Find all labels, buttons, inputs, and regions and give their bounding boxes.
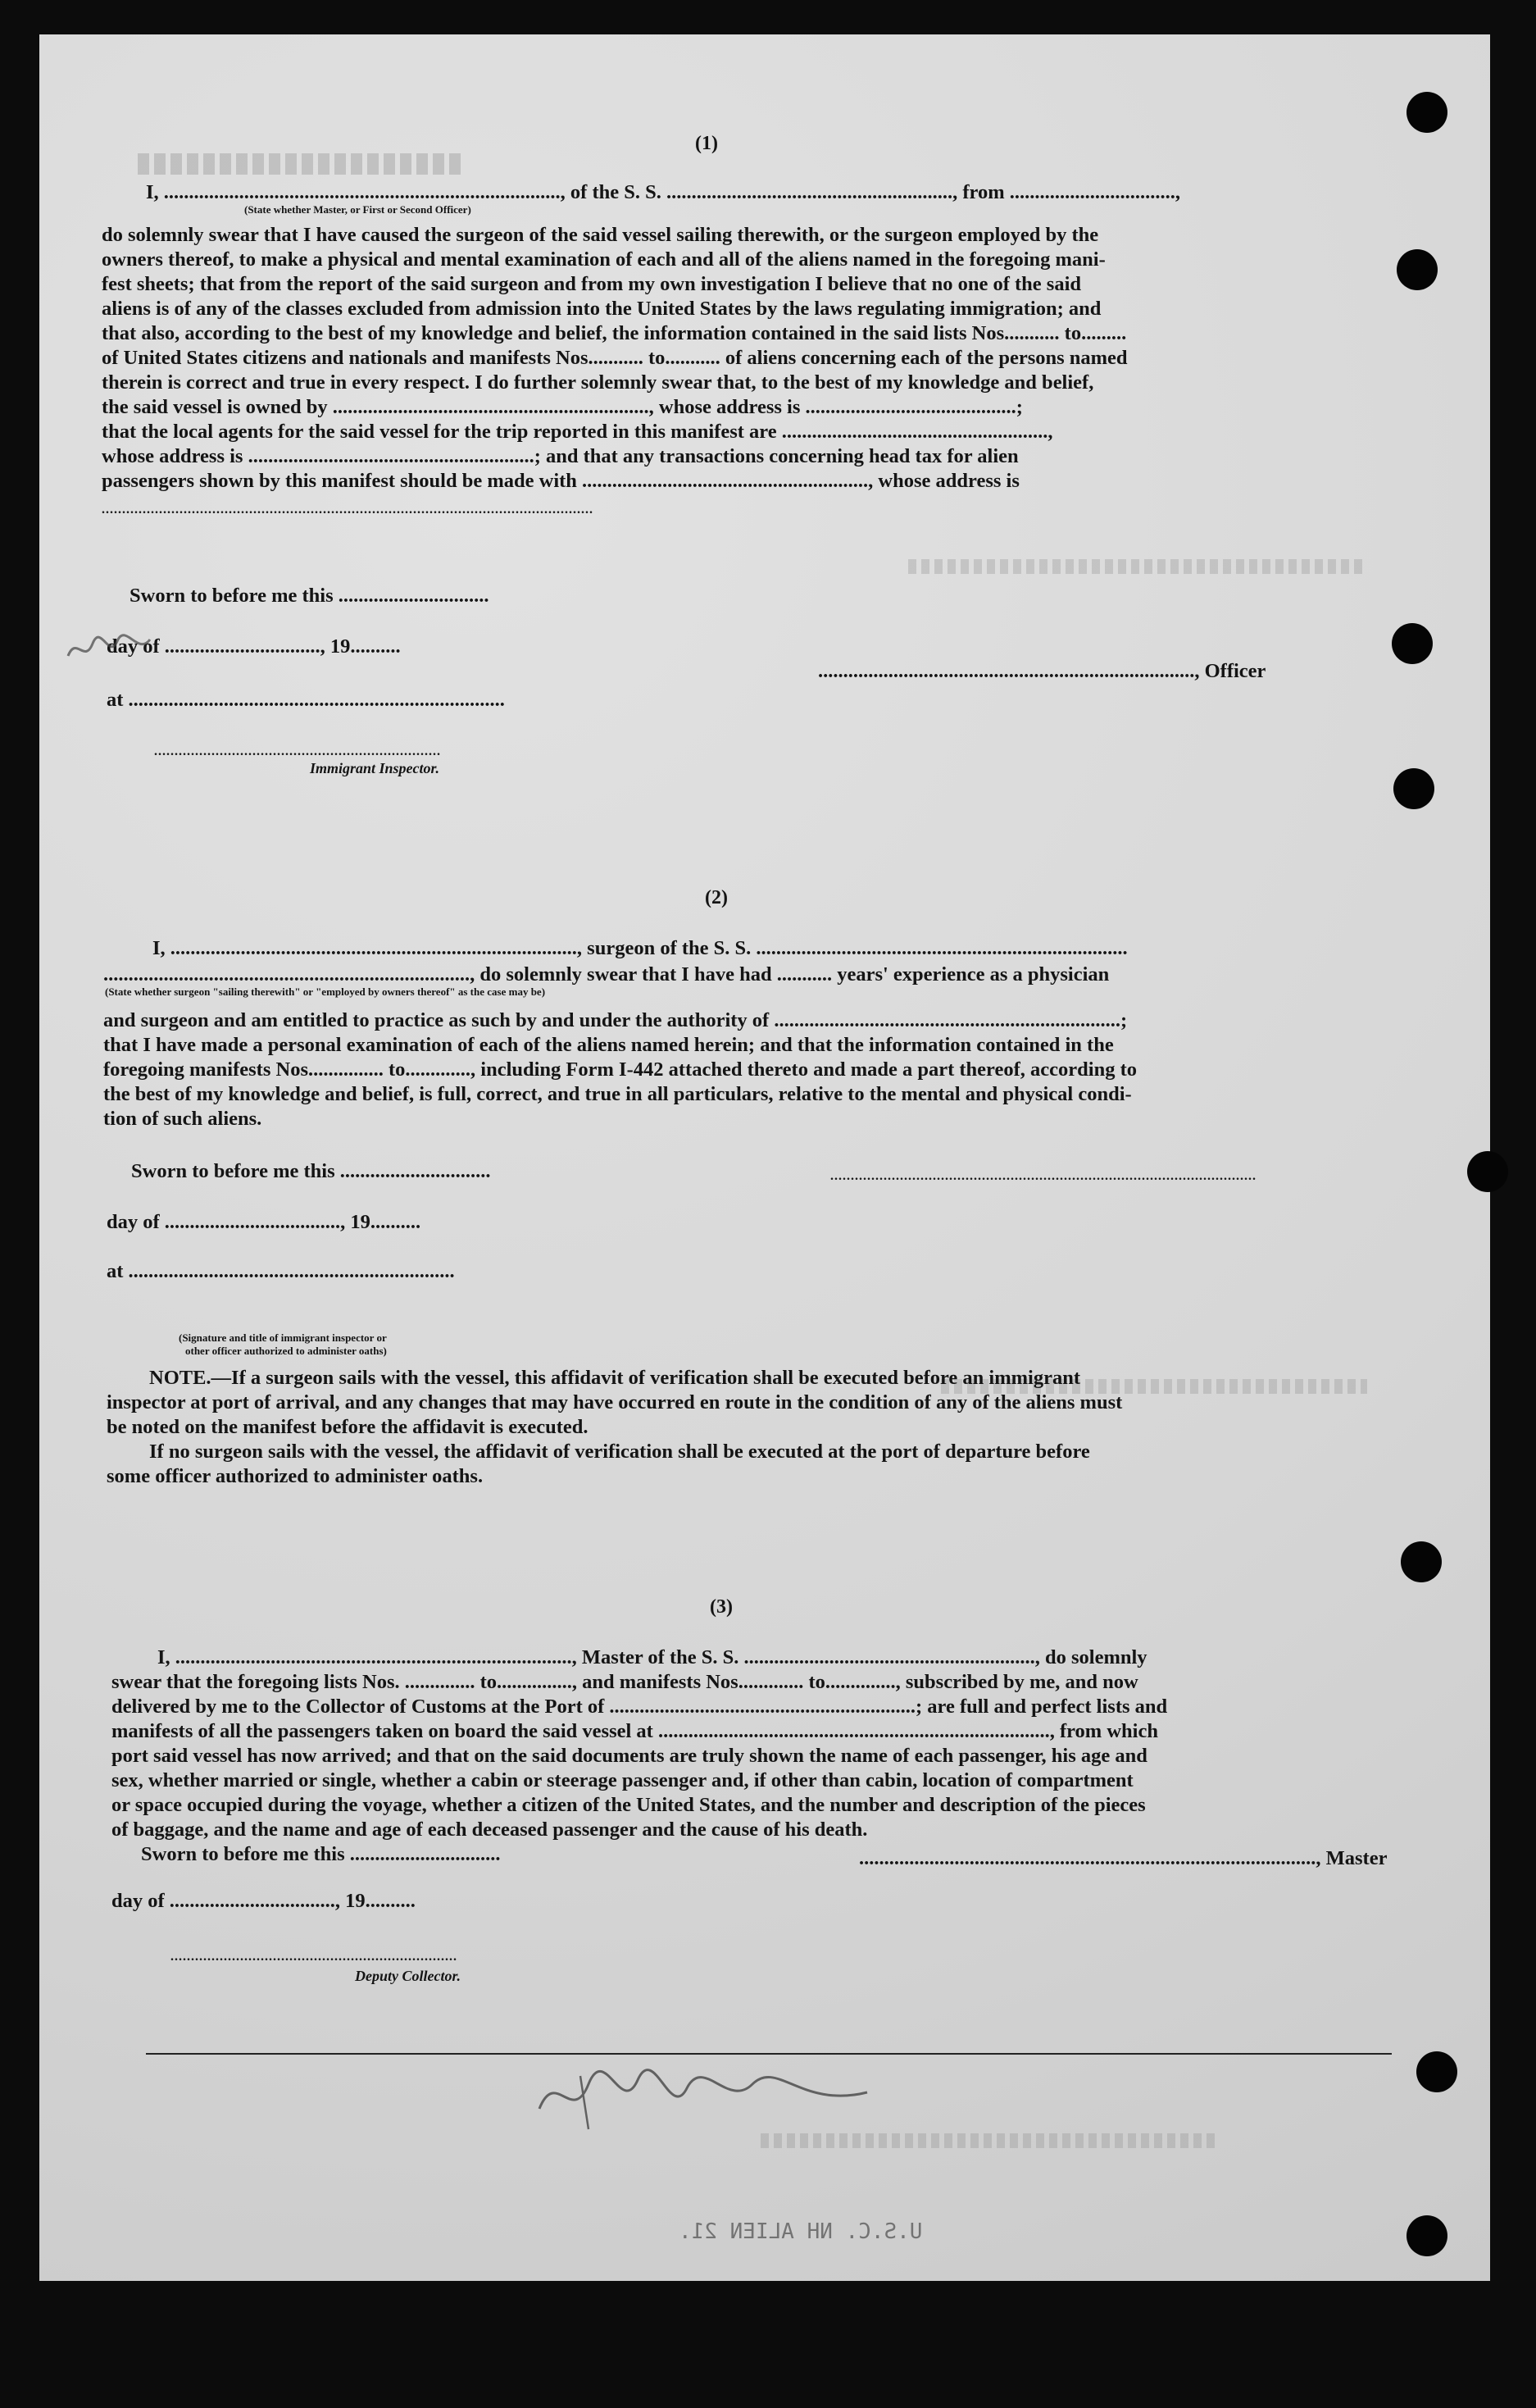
section-3-collector-label: Deputy Collector.: [355, 1968, 461, 1984]
oath-line: tion of such aliens.: [103, 1108, 262, 1130]
section-2-note: [107, 1366, 1377, 1489]
section-1-officer-line: ..........................................................................., Officer: [818, 660, 1266, 682]
oath-line: I, ..............................................................................., Master of the S. S. .........................................................., do solemnly: [157, 1646, 1147, 1668]
bleed-through-mark: [138, 153, 466, 175]
oath-line: and surgeon and am entitled to practice as such by and under the authority of .....................................................................;: [103, 1009, 1128, 1031]
section-1-inspector-signature-line: ......................................................................: [154, 744, 441, 758]
oath-line: of baggage, and the name and age of each deceased passenger and the cause of his death.: [111, 1819, 868, 1841]
note-line: NOTE.—If a surgeon sails with the vessel, this affidavit of verification shall be executed before an immigrant: [149, 1367, 1081, 1389]
section-1-sworn-line: Sworn to before me this ..............................: [130, 585, 489, 607]
handwritten-signature: [531, 2060, 875, 2137]
handwritten-mark: [64, 631, 154, 676]
signature-scribble-icon: [531, 2060, 875, 2133]
oath-line: sex, whether married or single, whether a cabin or steerage passenger and, if other than cabin, location of compartment: [111, 1769, 1134, 1791]
oath-line: the said vessel is owned by ..............................................................., whose address is ..........................................;: [102, 396, 1023, 418]
note-line: inspector at port of arrival, and any changes that may have occurred en route in the condition of any of the aliens must: [107, 1391, 1123, 1413]
oath-line: fest sheets; that from the report of the said surgeon and from my own investigation I believe that no one of the said: [102, 273, 1081, 295]
punch-hole: [1416, 2051, 1457, 2092]
section-2-experience-line: ........................................................................., do solemnly swear that I have had ........... years' experience as a physician: [103, 963, 1110, 986]
oath-line: of United States citizens and nationals and manifests Nos........... to........... of aliens concerning each of the persons named: [102, 347, 1128, 369]
oath-line: manifests of all the passengers taken on board the said vessel at .............................................................................., from which: [111, 1720, 1158, 1742]
section-2-day-of-line: day of ..................................., 19..........: [107, 1211, 421, 1233]
section-1-declarant-note: (State whether Master, or First or Second Officer): [244, 203, 471, 216]
section-2-signature-line: ........................................................................................................: [830, 1169, 1257, 1183]
handwritten-scribble-icon: [64, 631, 154, 669]
oath-line: or space occupied during the voyage, whether a citizen of the United States, and the number and description of the pieces: [111, 1794, 1146, 1816]
section-1-oath-text: [102, 223, 1372, 494]
oath-line: that I have made a personal examination of each of the aliens named herein; and that the information contained in the: [103, 1034, 1114, 1056]
oath-line: whose address is .........................................................; and that any transactions concerning head tax for alien: [102, 445, 1019, 467]
manifest-page: [39, 34, 1490, 2281]
section-3-sworn-line: Sworn to before me this ..............................: [141, 1843, 501, 1865]
punch-hole: [1467, 1151, 1508, 1192]
section-3-master-line: ..........................................................................................., Master: [859, 1847, 1388, 1869]
oath-line: passengers shown by this manifest should be made with ........................................................., whose address is: [102, 470, 1020, 492]
punch-hole: [1392, 623, 1433, 664]
oath-line: delivered by me to the Collector of Customs at the Port of .............................................................; are full and perfect lists and: [111, 1696, 1168, 1718]
punch-hole: [1401, 1541, 1442, 1582]
section-1-at-line: at ...........................................................................: [107, 689, 505, 711]
oath-line: port said vessel has now arrived; and that on the said documents are truly shown the name of each passenger, his age and: [111, 1745, 1147, 1767]
section-3-collector-signature-line: ......................................................................: [170, 1950, 457, 1964]
oath-line: the best of my knowledge and belief, is full, correct, and true in all particulars, relative to the mental and physical condi-: [103, 1083, 1132, 1105]
punch-hole: [1406, 2215, 1447, 2256]
oath-line: do solemnly swear that I have caused the surgeon of the said vessel sailing therewith, or the surgeon employed by the: [102, 224, 1099, 246]
section-2-signature-note-1: (Signature and title of immigrant inspector or: [179, 1331, 387, 1344]
footer-stamp: U.S.C. NH ALIEN 21.: [679, 2219, 923, 2244]
section-1-declarant-line: I, ..............................................................................., of the S. S. ........................................................., from .................................,: [146, 181, 1180, 203]
section-3-oath-text: [111, 1646, 1382, 1842]
oath-line: therein is correct and true in every respect. I do further solemnly swear that, to the best of my knowledge and belief,: [102, 371, 1094, 394]
punch-hole: [1397, 249, 1438, 290]
note-line: If no surgeon sails with the vessel, the affidavit of verification shall be executed at the port of departure before: [149, 1441, 1090, 1463]
section-2-surgeon-line: I, ................................................................................., surgeon of the S. S. ..........................................................................: [152, 937, 1128, 959]
bottom-rule: [146, 2053, 1392, 2055]
punch-hole: [1393, 768, 1434, 809]
oath-line: foregoing manifests Nos............... to............., including Form I-442 attached thereto and made a part thereof, according to: [103, 1058, 1137, 1081]
note-line: some officer authorized to administer oaths.: [107, 1465, 484, 1487]
section-2-oath-text: [103, 1008, 1374, 1131]
punch-hole: [1406, 92, 1447, 133]
section-3-day-of-line: day of ................................., 19..........: [111, 1890, 416, 1912]
oath-line: aliens is of any of the classes excluded from admission into the United States by the laws regulating immigration; and: [102, 298, 1102, 320]
section-1-continuation-dots: ........................................................................................................................: [102, 503, 593, 517]
note-line: be noted on the manifest before the affidavit is executed.: [107, 1416, 588, 1438]
section-1-heading: (1): [695, 133, 718, 154]
section-2-at-line: at .................................................................: [107, 1260, 455, 1282]
section-1-inspector-label: Immigrant Inspector.: [310, 760, 440, 776]
oath-line: that the local agents for the said vessel for the trip reported in this manifest are .....................................................,: [102, 421, 1053, 443]
section-2-sworn-line: Sworn to before me this ..............................: [131, 1160, 491, 1182]
bleed-through-mark: [908, 559, 1367, 574]
section-2-heading: (2): [705, 887, 728, 908]
oath-line: owners thereof, to make a physical and mental examination of each and all of the aliens named in the foregoing mani-: [102, 248, 1106, 271]
section-3-heading: (3): [710, 1596, 733, 1618]
section-2-surgeon-note: (State whether surgeon "sailing therewith" or "employed by owners thereof" as the case may be): [105, 986, 546, 998]
oath-line: that also, according to the best of my knowledge and belief, the information contained in the said lists Nos........... to.........: [102, 322, 1127, 344]
oath-line: swear that the foregoing lists Nos. .............. to..............., and manifests Nos............. to.............., subscribed by me, and now: [111, 1671, 1138, 1693]
section-2-signature-note-2: other officer authorized to administer oaths): [185, 1345, 387, 1357]
section-1-day-of-line: day of ..............................., 19..........: [107, 635, 401, 658]
